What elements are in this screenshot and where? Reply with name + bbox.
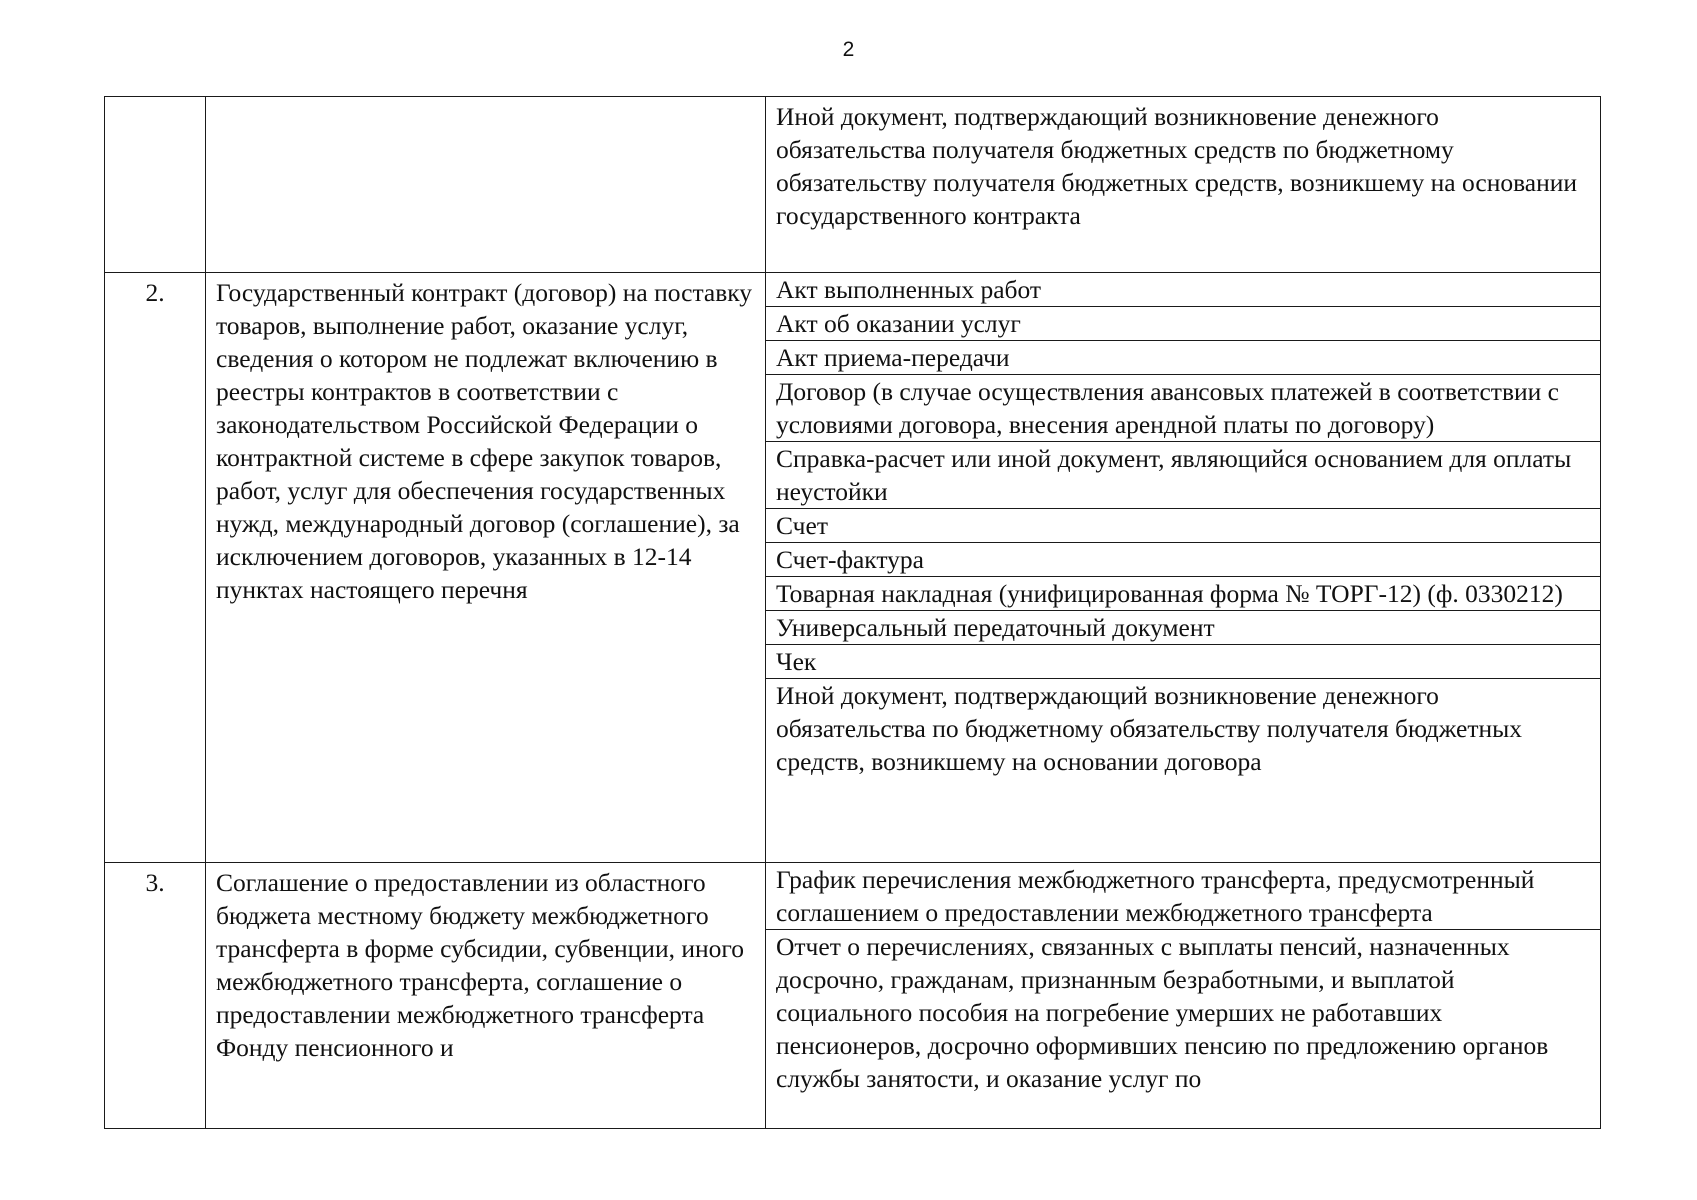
documents-cell: [766, 97, 1601, 273]
document-item: Универсальный передаточный документ: [766, 611, 1600, 645]
document-item: Иной документ, подтверждающий возникновение денежного обязательства по бюджетному обязательству получателя бюджетных средств, возникшему на основании договора: [776, 681, 1523, 776]
document-item: Справка-расчет или иной документ, являющийся основанием для оплаты неустойки: [766, 442, 1600, 509]
contract-type: Государственный контракт (договор) на поставку товаров, выполнение работ, оказание услуг, сведения о котором не подлежат включению в реестры контрактов в соответствии с законодательством Российской Федерации о контрактной системе в сфере закупок товаров, работ, услуг для обеспечения государственных нужд, международный договор (соглашение), за исключением договоров, указанных в 12-14 пунктах настоящего перечня: [206, 273, 766, 863]
documents-cell: [766, 863, 1601, 1129]
table-row: [105, 97, 1601, 273]
documents-table: [104, 96, 1601, 1129]
contract-type: [206, 97, 766, 273]
row-number: [105, 97, 206, 273]
document-item: Договор (в случае осуществления авансовых платежей в соответствии с условиями договора, внесения арендной платы по договору): [766, 375, 1600, 442]
document-item: Иной документ, подтверждающий возникновение денежного обязательства получателя бюджетных средств по бюджетному обязательству получателя бюджетных средств, возникшему на основании государственного контракта: [776, 102, 1578, 230]
document-item: Товарная накладная (унифицированная форма № ТОРГ-12) (ф. 0330212): [766, 577, 1600, 611]
page-number: 2: [842, 38, 855, 61]
document-item: Отчет о перечислениях, связанных с выплаты пенсий, назначенных досрочно, гражданам, признанным безработными, и выплатой социального пособия на погребение умерших не работавших пенсионеров, досрочно оформивших пенсию по предложению органов службы занятости, и оказание услуг по: [776, 932, 1549, 1093]
documents-cell: [766, 273, 1601, 863]
document-item: Акт приема-передачи: [766, 341, 1600, 375]
documents-list: [766, 863, 1600, 1123]
row-number: 2.: [105, 273, 206, 863]
document-item: Счет: [766, 509, 1600, 543]
documents-list: [766, 273, 1600, 862]
document-item: Счет-фактура: [766, 543, 1600, 577]
row-number: 3.: [105, 863, 206, 1129]
document-item: Акт выполненных работ: [766, 273, 1600, 307]
table-row: [105, 863, 1601, 1129]
document-item: Акт об оказании услуг: [766, 307, 1600, 341]
document-item: Чек: [766, 645, 1600, 679]
table-row: [105, 273, 1601, 863]
contract-type: Соглашение о предоставлении из областного бюджета местному бюджету межбюджетного трансферта в форме субсидии, субвенции, иного межбюджетного трансферта, соглашение о предоставлении межбюджетного трансферта Фонду пенсионного и: [206, 863, 766, 1129]
document-item: График перечисления межбюджетного трансферта, предусмотренный соглашением о предоставлении межбюджетного трансферта: [766, 863, 1600, 930]
